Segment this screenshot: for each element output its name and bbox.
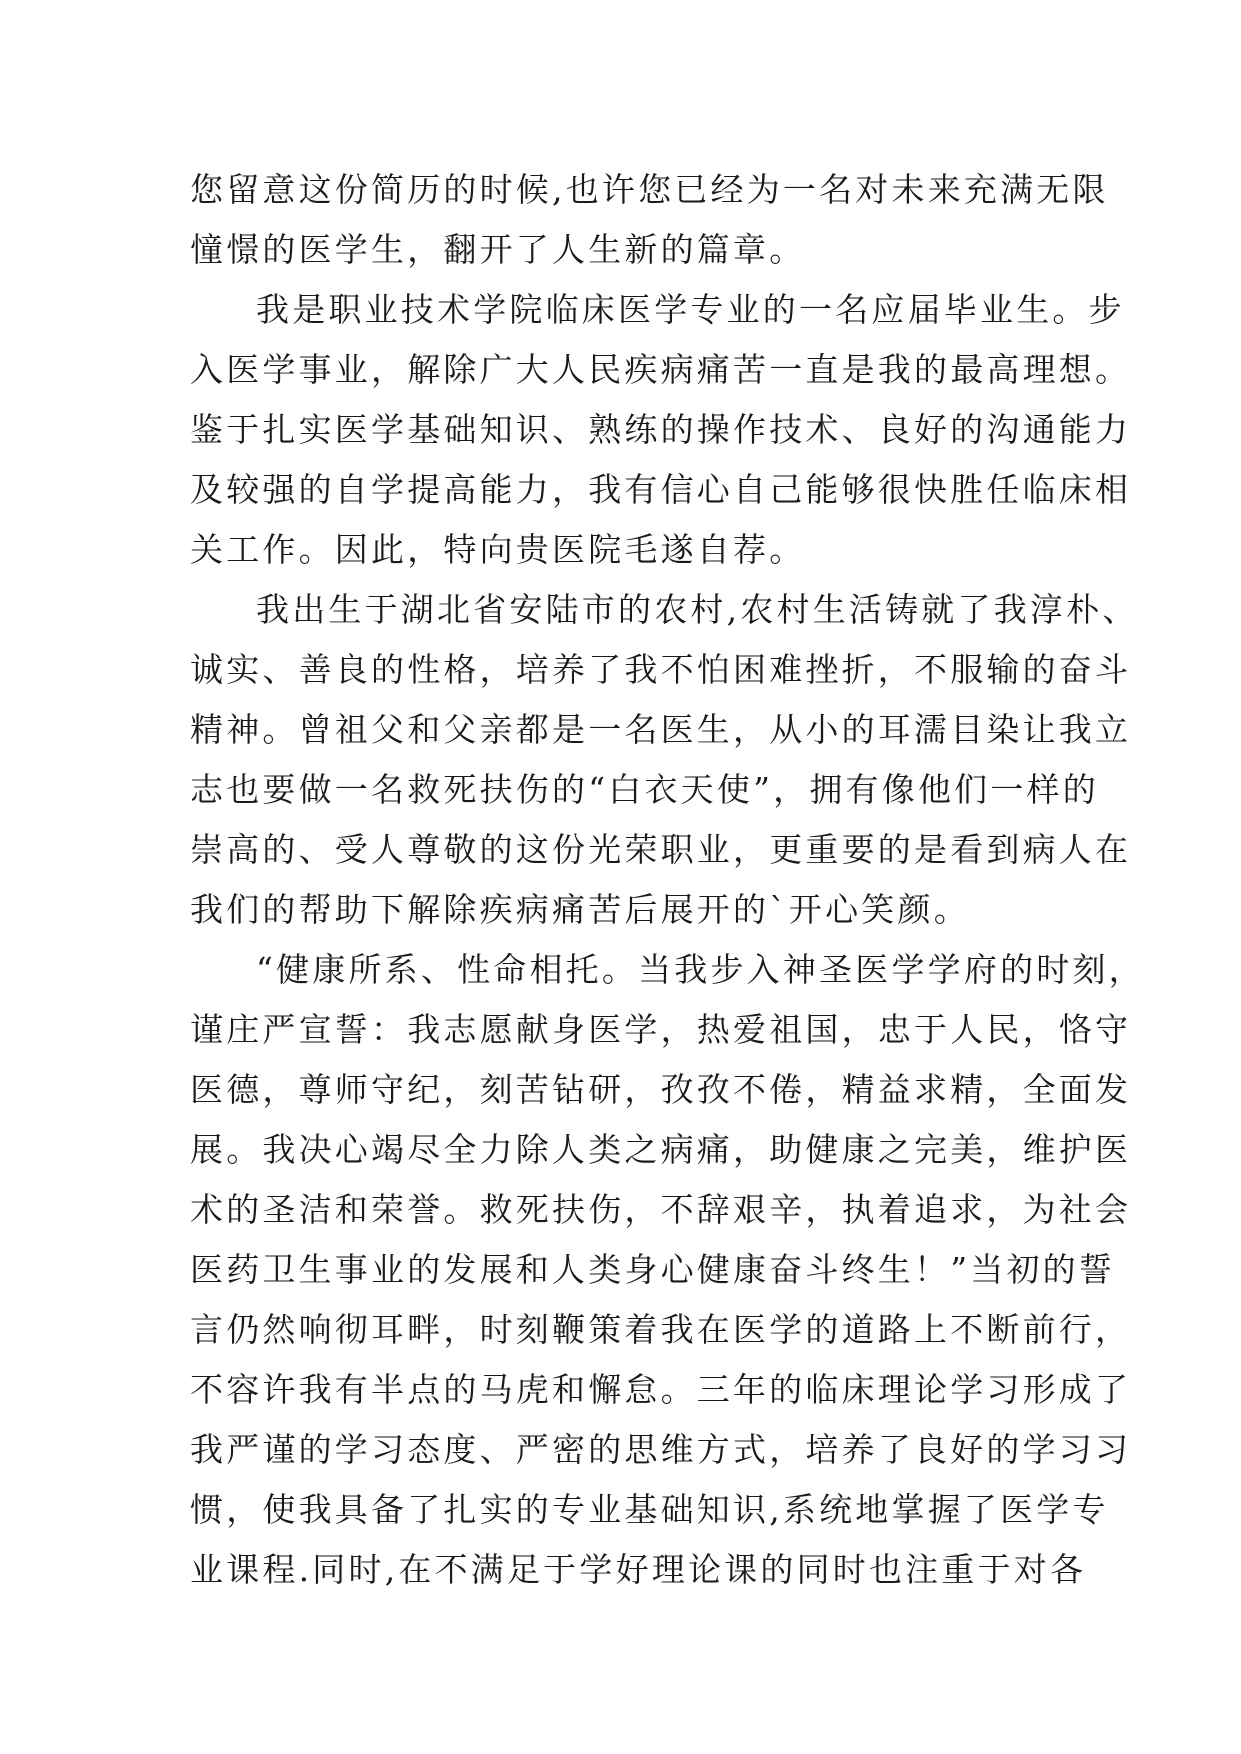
paragraph-line: “健康所系、性命相托。当我步入神圣医学学府的时刻， xyxy=(256,950,1145,989)
paragraph-line: 惯，使我具备了扎实的专业基础知识,系统地掌握了医学专 xyxy=(190,1490,1109,1529)
paragraph-line: 言仍然响彻耳畔，时刻鞭策着我在医学的道路上不断前行， xyxy=(190,1310,1132,1349)
paragraph-line: 入医学事业，解除广大人民疾病痛苦一直是我的最高理想。 xyxy=(190,350,1132,389)
paragraph-line: 精神。曾祖父和父亲都是一名医生，从小的耳濡目染让我立 xyxy=(190,710,1132,749)
paragraph-line: 术的圣洁和荣誉。救死扶伤，不辞艰辛，执着追求，为社会 xyxy=(190,1190,1132,1229)
paragraph-line: 鉴于扎实医学基础知识、熟练的操作技术、良好的沟通能力 xyxy=(190,410,1132,449)
paragraph-line: 谨庄严宣誓：我志愿献身医学，热爱祖国，忠于人民，恪守 xyxy=(190,1010,1132,1049)
paragraph-line: 诚实、善良的性格，培养了我不怕困难挫折，不服输的奋斗 xyxy=(190,650,1132,689)
paragraph-line: 憧憬的医学生，翻开了人生新的篇章。 xyxy=(190,230,806,269)
paragraph-line: 我出生于湖北省安陆市的农村,农村生活铸就了我淳朴、 xyxy=(256,590,1139,629)
paragraph-line: 医德，尊师守纪，刻苦钻研，孜孜不倦，精益求精，全面发 xyxy=(190,1070,1132,1109)
document-page xyxy=(190,160,1145,1600)
paragraph-line: 不容许我有半点的马虎和懈怠。三年的临床理论学习形成了 xyxy=(190,1370,1132,1409)
paragraph-1 xyxy=(190,160,1109,280)
paragraph-4 xyxy=(190,940,1145,1600)
paragraph-line: 我们的帮助下解除疾病痛苦后展开的`开心笑颜。 xyxy=(190,890,970,929)
paragraph-line: 志也要做一名救死扶伤的“白衣天使”，拥有像他们一样的 xyxy=(190,770,1099,809)
paragraph-line: 医药卫生事业的发展和人类身心健康奋斗终生！”当初的誓 xyxy=(190,1250,1116,1289)
paragraph-line: 我严谨的学习态度、严密的思维方式，培养了良好的学习习 xyxy=(190,1430,1132,1469)
paragraph-line: 关工作。因此，特向贵医院毛遂自荐。 xyxy=(190,530,806,569)
paragraph-line: 我是职业技术学院临床医学专业的一名应届毕业生。步 xyxy=(256,290,1125,329)
paragraph-line: 及较强的自学提高能力，我有信心自己能够很快胜任临床相 xyxy=(190,470,1132,509)
paragraph-line: 崇高的、受人尊敬的这份光荣职业，更重要的是看到病人在 xyxy=(190,830,1132,869)
paragraph-line: 展。我决心竭尽全力除人类之病痛，助健康之完美，维护医 xyxy=(190,1130,1132,1169)
paragraph-line: 您留意这份简历的时候,也许您已经为一名对未来充满无限 xyxy=(190,170,1109,209)
paragraph-3 xyxy=(190,580,1139,940)
paragraph-2 xyxy=(190,280,1132,580)
paragraph-line: 业课程.同时,在不满足于学好理论课的同时也注重于对各 xyxy=(190,1550,1087,1589)
